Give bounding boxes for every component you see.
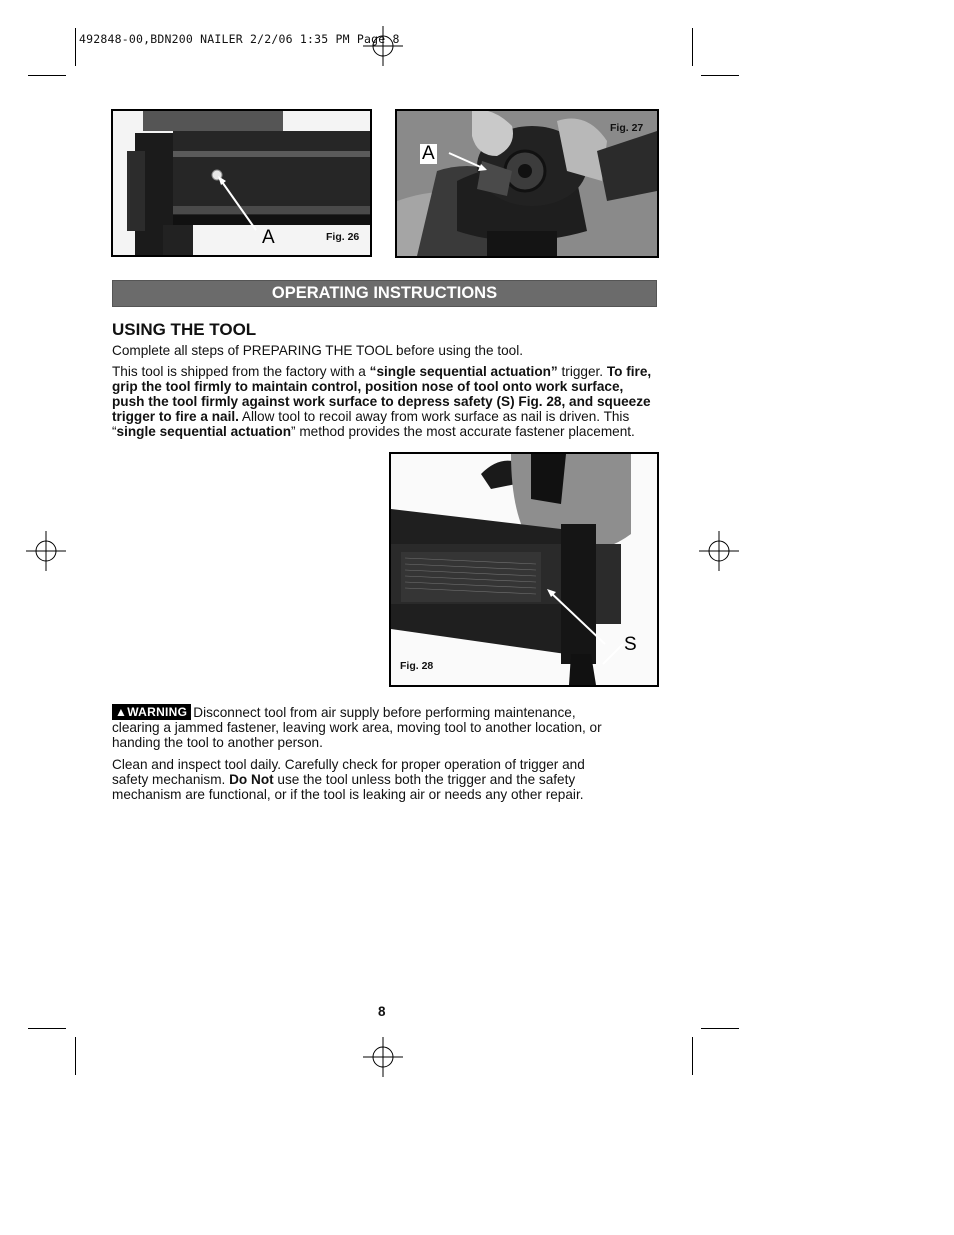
inspection-text-1: Clean and inspect tool daily. Carefully check for proper operation of trigger and safety mechanism. [112,757,585,787]
section-title-bar: OPERATING INSTRUCTIONS [112,280,657,307]
figure-27-callout-a: A [422,143,435,164]
warning-paragraph [112,704,617,750]
figure-28-callout-s: S [624,634,637,655]
crop-mark-top-right-h [701,75,739,76]
figure-26-callout-a: A [262,227,275,248]
registration-mark-left [26,531,66,571]
crop-mark-bottom-left-h [28,1028,66,1029]
firing-text-4: To fire, grip the tool firmly to maintain control, position nose of tool onto work surface, push the tool firmly against work surface to depress safety (S) Fig. 28, and squeeze trigger to fire a nail. [112,364,652,424]
crop-mark-bottom-right-h [701,1028,739,1029]
crop-mark-top-right-v [692,28,693,66]
firing-text-7: ” method provides the most accurate fastener placement. [291,424,635,439]
figure-26-label: Fig. 26 [326,231,360,243]
warning-triangle-icon: ▲ [115,705,128,719]
warning-badge [112,704,191,720]
firing-text-1: This tool is shipped from the factory with a [112,364,370,379]
figure-28-label: Fig. 28 [400,660,434,672]
preparing-note: Complete all steps of PREPARING THE TOOL before using the tool. [112,343,524,358]
using-the-tool-heading: USING THE TOOL [112,320,257,339]
warning-text: Disconnect tool from air supply before performing maintenance, clearing a jammed fastener, leaving work area, moving tool to another location, or handing the tool to another person. [112,705,602,750]
inspection-paragraph [112,757,622,802]
crop-mark-top-left-h [28,75,66,76]
registration-mark-bottom [363,1037,403,1077]
firing-text-6: single sequential actuation [116,424,292,439]
inspection-text-2: Do Not [229,772,274,787]
firing-text-2: “single sequential actuation” [369,364,558,379]
figure-28 [389,452,659,687]
registration-mark-right [699,531,739,571]
firing-text-3: trigger. [557,364,607,379]
crop-mark-bottom-right-v [692,1037,693,1075]
crop-mark-top-left-v [75,28,76,66]
firing-text-5: Allow tool to recoil away from work surface as nail is driven. This “ [112,409,630,439]
figure-26 [111,109,372,257]
figure-27-label: Fig. 27 [610,122,644,134]
inspection-text-3: use the tool unless both the trigger and the safety mechanism are functional, or if the tool is leaking air or needs any other repair. [112,772,584,802]
printer-slug: 492848-00,BDN200 NAILER 2/2/06 1:35 PM Page 8 [79,32,400,46]
crop-mark-bottom-left-v [75,1037,76,1075]
figure-27 [395,109,659,258]
figure-28-photo [391,454,657,685]
firing-instructions [112,364,652,439]
registration-mark-top [363,26,403,66]
page-number: 8 [378,1004,386,1019]
warning-badge-label: WARNING [127,705,188,719]
